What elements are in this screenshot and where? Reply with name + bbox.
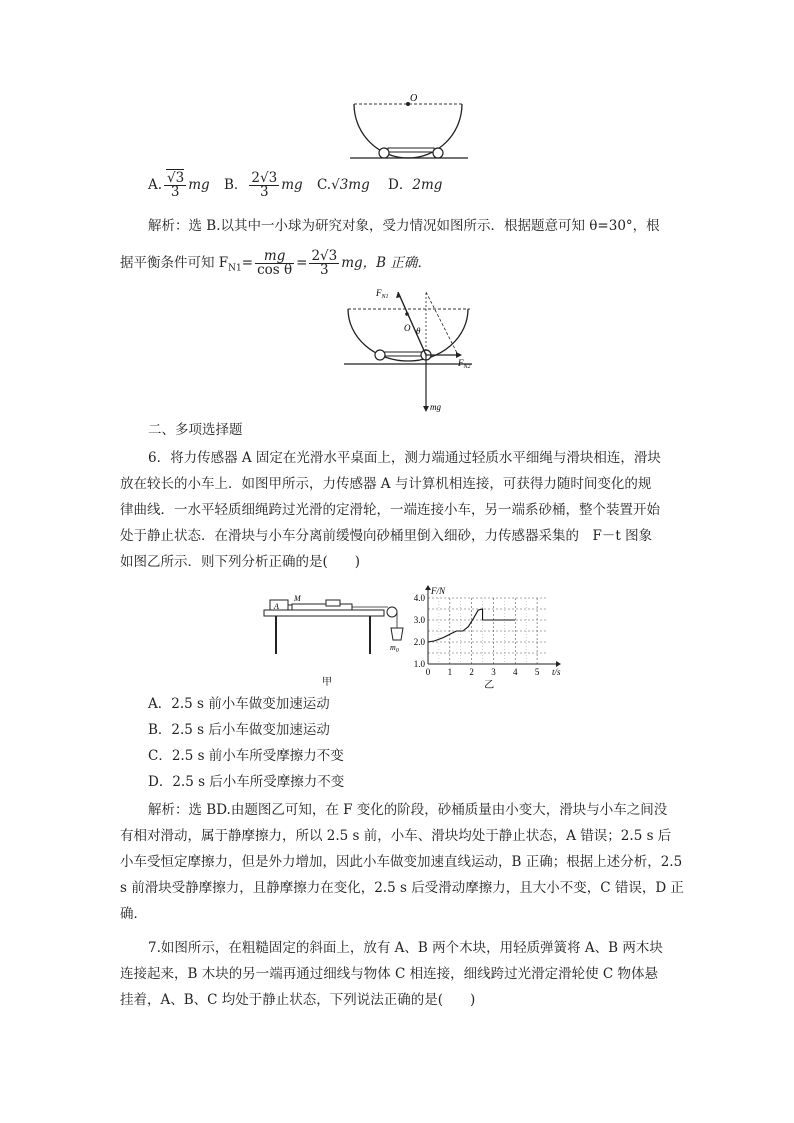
center-label-o: O	[410, 93, 418, 104]
y-tick-label: 4.0	[413, 593, 425, 603]
q5-options	[148, 172, 442, 199]
force-diagram	[340, 284, 480, 414]
x-tick-label: 4	[513, 667, 518, 677]
x-tick-label: 0	[425, 667, 431, 677]
q6-solution-3: 小车受恒定摩擦力，但是外力增加，因此小车做变加速直线运动，B 正确；根据上述分析，2.5	[120, 854, 683, 870]
q6-option-b: B．2.5 s 后小车做变加速运动	[148, 722, 330, 738]
q6-line-2: 放在较长的小车上．如图甲所示，力传感器 A 与计算机相连接，可获得力随时间变化的规	[120, 476, 652, 492]
x-tick-label: 5	[534, 667, 540, 677]
q5-solution-line1: 解析：选 B.以其中一小球为研究对象，受力情况如图所示．根据题意可知 θ=30°，根	[148, 218, 660, 234]
y-tick-label: 2.0	[413, 637, 425, 647]
o-label: O	[404, 323, 411, 333]
q6-option-c: C．2.5 s 前小车所受摩擦力不变	[148, 748, 344, 764]
q6-line-3: 律曲线．一水平轻质细绳跨过光滑的定滑轮，一端连接小车，另一端系砂桶，整个装置开始	[120, 502, 660, 518]
option-a: A. $\frac{√3}{3}$ mg	[148, 170, 210, 200]
q6-solution-4: s 前滑块受静摩擦力，且静摩擦力在变化，2.5 s 后受滑动摩擦力，且大小不变，C 错误，D 正	[120, 880, 684, 896]
y-tick-label: 1.0	[413, 659, 425, 669]
q7-line-1: 7.如图所示，在粗糙固定的斜面上，放有 A、B 两个木块，用轻质弹簧将 A、B 两木块	[148, 940, 663, 956]
x-axis-label: t/s	[552, 667, 561, 677]
q6-solution-1: 解析：选 BD.由题图乙可知，在 F 变化的阶段，砂桶质量由小变大，滑块与小车之间没	[148, 802, 668, 818]
y-tick-label: 3.0	[413, 615, 425, 625]
y-axis-label: F/N	[431, 586, 446, 596]
label-a: A	[274, 602, 279, 611]
q7-line-3: 挂着，A、B、C 均处于静止状态，下列说法正确的是( )	[120, 992, 476, 1008]
mg-label: mg	[430, 402, 441, 412]
x-tick-label: 2	[469, 667, 474, 677]
x-tick-label: 3	[491, 667, 496, 677]
fn2-label: $F_{N2}$	[458, 358, 471, 370]
q6-line-4: 处于静止状态．在滑块与小车分离前缓慢向砂桶里倒入细砂，力传感器采集的 F－t 图象	[120, 528, 653, 544]
q6-solution-2: 有相对滑动，属于静摩擦力，所以 2.5 s 前，小车、滑块均处于静止状态，A 错误；2.5 s 后	[120, 828, 672, 844]
fn1-label: $F_{N1}$	[376, 288, 389, 300]
q6-option-a: A．2.5 s 前小车做变加速运动	[148, 696, 330, 712]
caption-jia: 甲	[322, 677, 332, 688]
bowl-figure	[340, 92, 475, 164]
q6-option-d: D．2.5 s 后小车所受摩擦力不变	[148, 774, 345, 790]
series-line-F	[428, 609, 515, 642]
q6-line-1: 6．将力传感器 A 固定在光滑水平桌面上，测力端通过轻质水平细绳与滑块相连，滑块	[148, 450, 661, 466]
option-b: B． $\frac{2√3}{3}$ mg	[224, 170, 303, 200]
q5-solution-line2: 据平衡条件可知 $F_{N1}=$ $\frac{mg}{\text{cos θ}}$ = $\frac{2√3}{3}$ mg，B 正确．	[120, 248, 431, 278]
section-title: 二、多项选择题	[148, 422, 243, 438]
q6-solution-5: 确．	[120, 906, 147, 922]
label-m: M	[294, 594, 301, 603]
label-m0: $m_0$	[390, 643, 399, 654]
x-tick-label: 1	[447, 667, 453, 677]
option-c: C.√3mg	[316, 177, 370, 193]
ft-chart	[398, 582, 570, 690]
theta-label: θ	[416, 326, 421, 336]
option-d: D．2mg	[388, 177, 443, 193]
q7-line-2: 连接起来，B 木块的另一端再通过细线与物体 C 相连接，细线跨过光滑定滑轮使 C 物体悬	[120, 966, 659, 982]
caption-yi: 乙	[484, 680, 495, 690]
q6-line-5: 如图乙所示．则下列分析正确的是( )	[120, 554, 361, 570]
apparatus-figure	[262, 588, 412, 688]
